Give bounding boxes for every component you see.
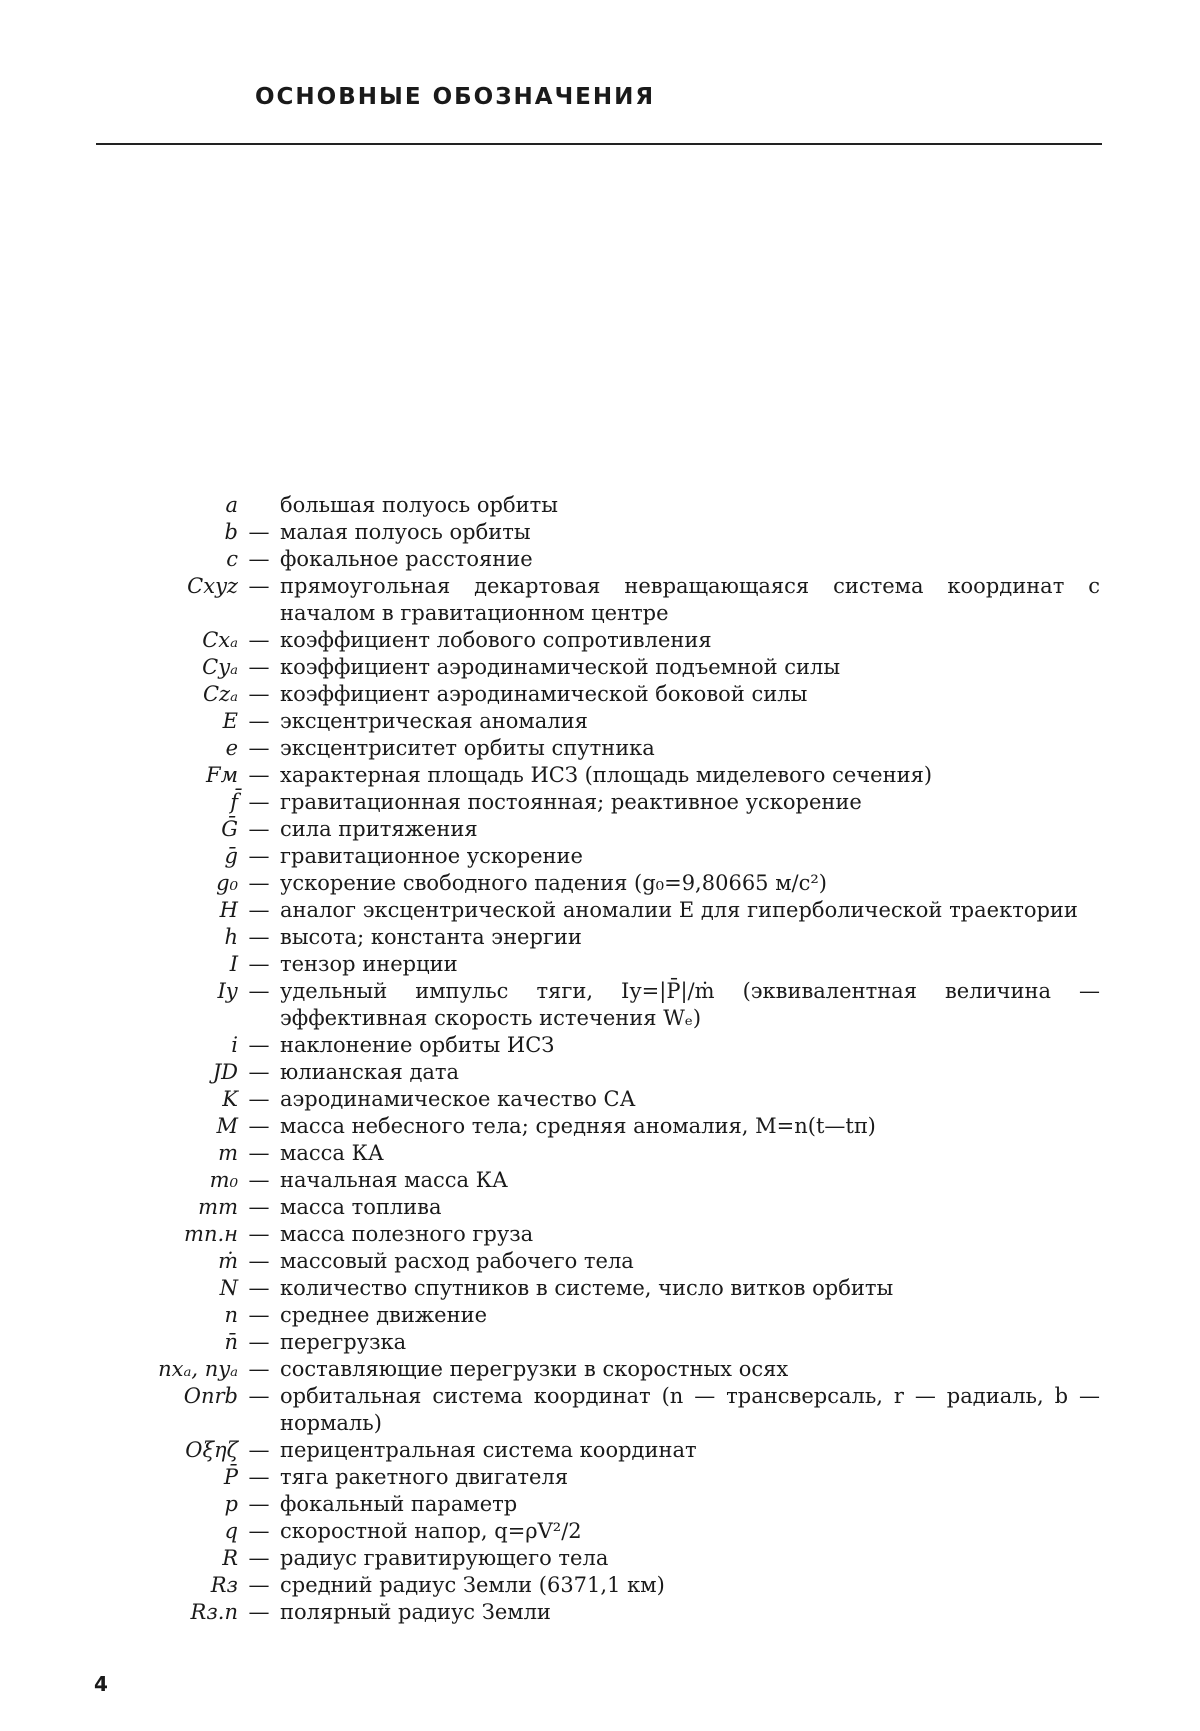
notation-symbol: f̄ [230,790,238,814]
notation-dash: — [248,520,270,544]
notation-dash: — [248,844,270,868]
notation-symbol: M [216,1114,238,1138]
notation-dash: — [248,1330,270,1354]
notation-entry [0,1221,1200,1248]
notation-description: полярный радиус Земли [280,1600,551,1624]
notation-symbol: Cxyz [187,574,238,598]
notation-description: гравитационное ускорение [280,844,583,868]
notation-dash: — [248,655,270,679]
notation-entry [0,1194,1200,1221]
notation-dash: — [248,898,270,922]
notation-entry [0,1275,1200,1302]
notation-dash: — [248,871,270,895]
notation-dash: — [248,952,270,976]
notation-entry [0,816,1200,843]
notation-entry [0,1248,1200,1275]
notation-description: масса полезного груза [280,1222,534,1246]
notation-entry [0,708,1200,735]
notation-symbol: a [225,493,238,517]
notation-dash: — [248,1546,270,1570]
notation-entry [0,1518,1200,1545]
notation-symbol: ṁ [218,1249,238,1273]
notation-entry [0,951,1200,978]
notation-dash: — [248,1492,270,1516]
notation-dash: — [248,1519,270,1543]
notation-description: большая полуось орбиты [280,493,558,517]
notation-symbol: n [224,1303,238,1327]
notation-dash: — [248,1168,270,1192]
notation-entry [0,924,1200,951]
notation-symbol: i [231,1033,238,1057]
page-number: 4 [94,1672,108,1696]
notation-dash: — [248,1465,270,1489]
notation-description: начальная масса КА [280,1168,508,1192]
notation-dash: — [248,1573,270,1597]
notation-description: масса КА [280,1141,384,1165]
notation-description: ускорение свободного падения (g₀=9,80665 м/с²) [280,871,827,895]
notation-symbol: E [222,709,238,733]
notation-description: количество спутников в системе, число витков орбиты [280,1276,894,1300]
notation-symbol: h [224,925,238,949]
notation-symbol: Ḡ [221,817,238,841]
notation-description: коэффициент лобового сопротивления [280,628,712,652]
notation-symbol: m [218,1141,238,1165]
notation-symbol: R [222,1546,238,1570]
notation-entry [0,1329,1200,1356]
notation-symbol: nxₐ, nyₐ [158,1357,238,1381]
notation-description: эксцентриситет орбиты спутника [280,736,655,760]
notation-description: перицентральная система координат [280,1438,697,1462]
notation-dash: — [248,925,270,949]
notation-dash: — [248,790,270,814]
notation-entry [0,735,1200,762]
notation-description: средний радиус Земли (6371,1 км) [280,1573,665,1597]
notation-entry [0,1032,1200,1059]
notation-dash: — [248,709,270,733]
notation-entry [0,897,1200,924]
notation-description: масса небесного тела; средняя аномалия, M=n(t—tπ) [280,1114,876,1138]
notation-symbol: Fм [206,763,238,787]
notation-dash: — [248,1033,270,1057]
notation-symbol: Oξηζ [185,1438,238,1462]
notation-description: скоростной напор, q=ρV²/2 [280,1519,582,1543]
notation-entry [0,1302,1200,1329]
notation-dash: — [248,1222,270,1246]
notation-description: среднее движение [280,1303,488,1327]
notation-symbol: Cxₐ [202,628,238,652]
notation-entry [0,1167,1200,1194]
notation-symbol: JD [212,1060,238,1084]
notation-symbol: b [224,520,238,544]
notation-symbol: p [224,1492,238,1516]
notation-entry [0,1383,1200,1437]
notation-entry [0,1491,1200,1518]
notation-symbol: mп.н [184,1222,238,1246]
notation-entry [0,1464,1200,1491]
notation-description: фокальный параметр [280,1492,518,1516]
notation-symbol: H [219,898,238,922]
notation-description: составляющие перегрузки в скоростных осях [280,1357,789,1381]
notation-entry [0,492,1200,519]
notation-dash: — [248,1249,270,1273]
notation-entry [0,978,1200,1032]
notation-entry [0,1437,1200,1464]
notation-dash: — [248,817,270,841]
notation-entry [0,1086,1200,1113]
notation-dash: — [248,574,270,598]
notation-symbol: mт [198,1195,238,1219]
notation-dash: — [248,1276,270,1300]
notation-entry [0,1545,1200,1572]
notation-entry [0,1113,1200,1140]
notation-entry [0,1140,1200,1167]
notation-description: сила притяжения [280,817,478,841]
notation-description: тяга ракетного двигателя [280,1465,569,1489]
notation-symbol: Iу [217,979,238,1003]
notation-symbol: g₀ [216,871,238,895]
notation-dash: — [248,1438,270,1462]
notation-description: массовый расход рабочего тела [280,1249,634,1273]
notation-dash: — [248,1141,270,1165]
notation-symbol: e [225,736,238,760]
notation-description: эксцентрическая аномалия [280,709,588,733]
header-divider [96,143,1102,145]
notation-entry [0,1356,1200,1383]
notation-description: радиус гравитирующего тела [280,1546,609,1570]
notation-description: фокальное расстояние [280,547,533,571]
notation-entry [0,870,1200,897]
notation-symbol: n̄ [224,1330,238,1354]
notation-entry [0,573,1200,627]
notation-dash: — [248,1114,270,1138]
notation-entry [0,654,1200,681]
notation-dash: — [248,1600,270,1624]
notation-dash: — [248,682,270,706]
notation-entry [0,546,1200,573]
notation-symbol: Onrb [183,1384,238,1408]
notation-description: малая полуось орбиты [280,520,531,544]
notation-symbol: Cyₐ [202,655,238,679]
notation-description: прямоугольная декартовая невращающаяся система координат с началом в гравитационном центре [280,574,1100,625]
notation-entry [0,1599,1200,1626]
notation-description: масса топлива [280,1195,442,1219]
notation-symbol: m₀ [209,1168,238,1192]
notation-description: гравитационная постоянная; реактивное ускорение [280,790,862,814]
notation-dash: — [248,547,270,571]
notation-dash: — [248,628,270,652]
notation-description: тензор инерции [280,952,458,976]
notation-description: удельный импульс тяги, Iу=|P̄|/ṁ (эквивалентная величина — эффективная скорость истечения Wₑ) [280,979,1100,1030]
notation-description: наклонение орбиты ИСЗ [280,1033,555,1057]
notation-symbol: q [224,1519,238,1543]
notation-dash: — [248,1303,270,1327]
notation-entry [0,1059,1200,1086]
notation-dash: — [248,763,270,787]
notation-symbol: ḡ [224,844,238,868]
notation-entry [0,762,1200,789]
notation-description: высота; константа энергии [280,925,582,949]
notation-entry [0,789,1200,816]
notation-entry [0,843,1200,870]
notation-dash: — [248,1087,270,1111]
notation-entry [0,519,1200,546]
notation-description: коэффициент аэродинамической боковой силы [280,682,808,706]
notation-dash: — [248,736,270,760]
notation-dash: — [248,1195,270,1219]
notation-description: перегрузка [280,1330,407,1354]
notation-description: юлианская дата [280,1060,460,1084]
notation-symbol: Rз [210,1573,238,1597]
notation-symbol: K [222,1087,238,1111]
notation-description: орбитальная система координат (n — трансверсаль, r — радиаль, b — нормаль) [280,1384,1100,1435]
notation-description: характерная площадь ИСЗ (площадь миделевого сечения) [280,763,933,787]
notation-symbol: P̄ [223,1465,238,1489]
notation-entry [0,1572,1200,1599]
notation-description: аэродинамическое качество СА [280,1087,636,1111]
page-title: ОСНОВНЫЕ ОБОЗНАЧЕНИЯ [255,84,656,110]
notation-dash: — [248,1060,270,1084]
notation-symbol: N [219,1276,238,1300]
notation-symbol: c [226,547,238,571]
notation-description: аналог эксцентрической аномалии E для гиперболической траектории [280,898,1078,922]
notation-list [0,492,1200,1626]
notation-description: коэффициент аэродинамической подъемной силы [280,655,841,679]
notation-dash: — [248,1357,270,1381]
notation-symbol: Czₐ [202,682,238,706]
notation-entry [0,681,1200,708]
notation-symbol: Rз.п [190,1600,238,1624]
notation-entry [0,627,1200,654]
notation-dash: — [248,1384,270,1408]
notation-symbol: I [229,952,238,976]
notation-dash: — [248,979,270,1003]
